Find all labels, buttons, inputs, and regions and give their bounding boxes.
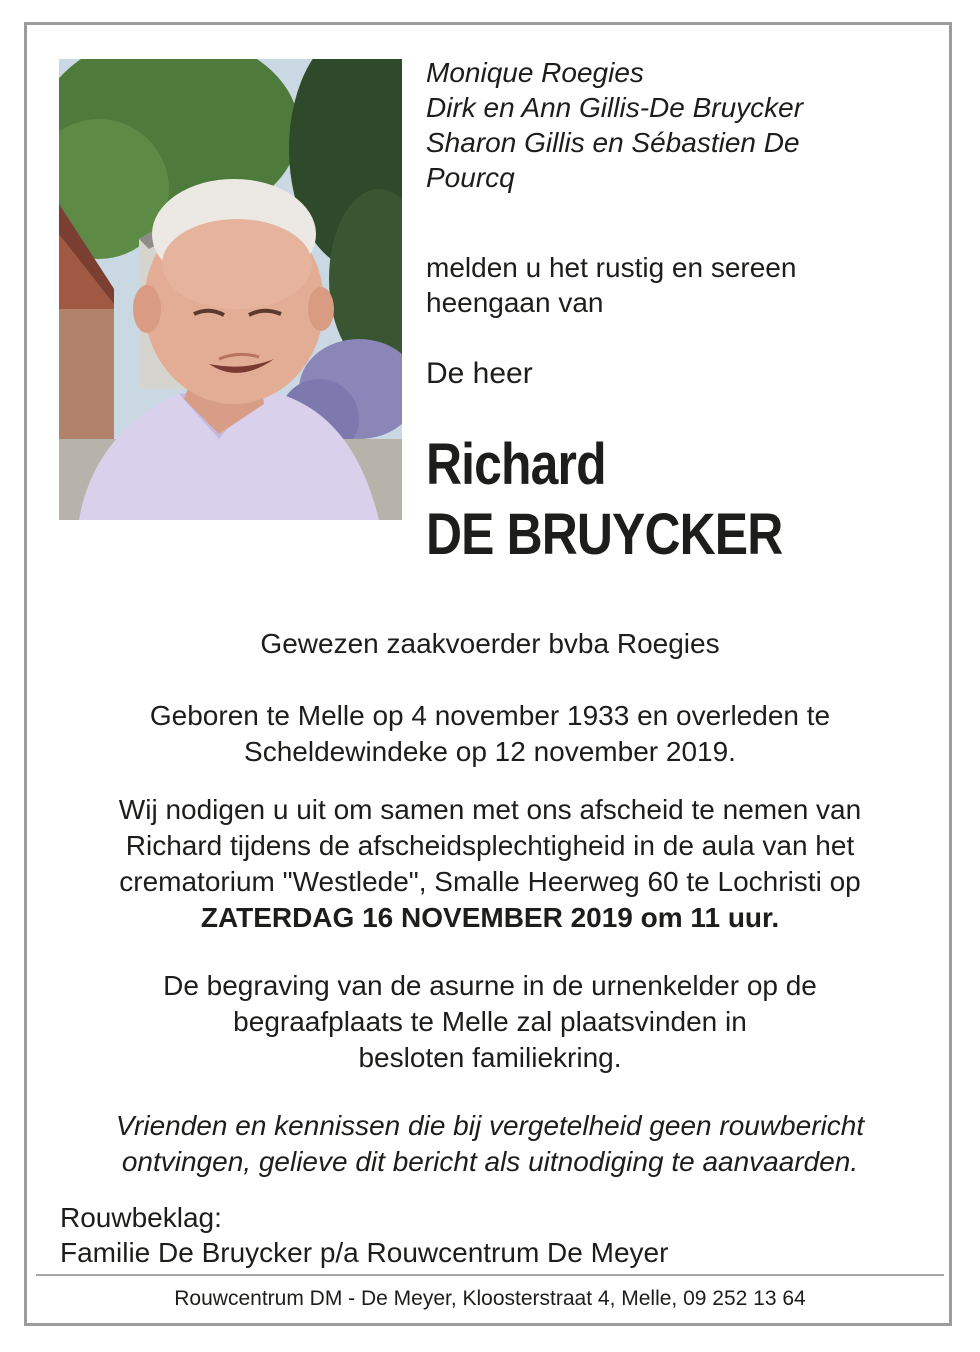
birth-line: Geboren te Melle op 4 november 1933 en overleden te [149,700,831,731]
family-list [426,55,926,195]
announcement-line: heengaan van [426,287,604,318]
last-name: DE BRUYCKER [426,502,783,567]
death-line: Scheldewindeke op 12 november 2019. [244,736,736,767]
honorific: De heer [426,357,533,390]
deceased-name [426,430,782,570]
family-member: Monique Roegies [426,57,644,88]
announcement [426,250,796,320]
family-member: Pourcq [426,162,515,193]
condolences-label: Rouwbeklag: [60,1202,222,1233]
burial-line: De begraving van de asurne in de urnenkelder op de [163,970,817,1001]
burial-line: begraafplaats te Melle zal plaatsvinden in [233,1006,747,1037]
family-member: Sharon Gillis en Sébastien De [426,127,800,158]
condolences [60,1200,668,1270]
family-member: Dirk en Ann Gillis-De Bruycker [426,92,804,123]
role-line: Gewezen zaakvoerder bvba Roegies [260,628,720,659]
birth-death-info [40,698,940,770]
invitation [40,792,940,936]
ceremony-date: ZATERDAG 16 NOVEMBER 2019 om 11 uur. [200,902,780,933]
burial-line: besloten familiekring. [358,1042,622,1073]
announcement-line: melden u het rustig en sereen [426,252,797,283]
first-name: Richard [426,432,606,497]
funeral-home-footer: Rouwcentrum DM - De Meyer, Kloosterstraat 4, Melle, 09 252 13 64 [174,1287,806,1310]
portrait-photo [59,59,402,520]
burial-info [40,968,940,1076]
divider [36,1274,944,1276]
note-line: ontvingen, gelieve dit bericht als uitnodiging te aanvaarden. [121,1146,859,1177]
note-line: Vrienden en kennissen die bij vergetelheid geen rouwbericht [115,1110,865,1141]
invitation-line: Wij nodigen u uit om samen met ons afscheid te nemen van [118,794,862,825]
invitation-line: crematorium "Westlede", Smalle Heerweg 60 te Lochristi op [119,866,861,897]
condolences-address: Familie De Bruycker p/a Rouwcentrum De Meyer [60,1237,669,1268]
invitation-line: Richard tijdens de afscheidsplechtigheid in de aula van het [125,830,855,861]
notice-note [40,1108,940,1180]
